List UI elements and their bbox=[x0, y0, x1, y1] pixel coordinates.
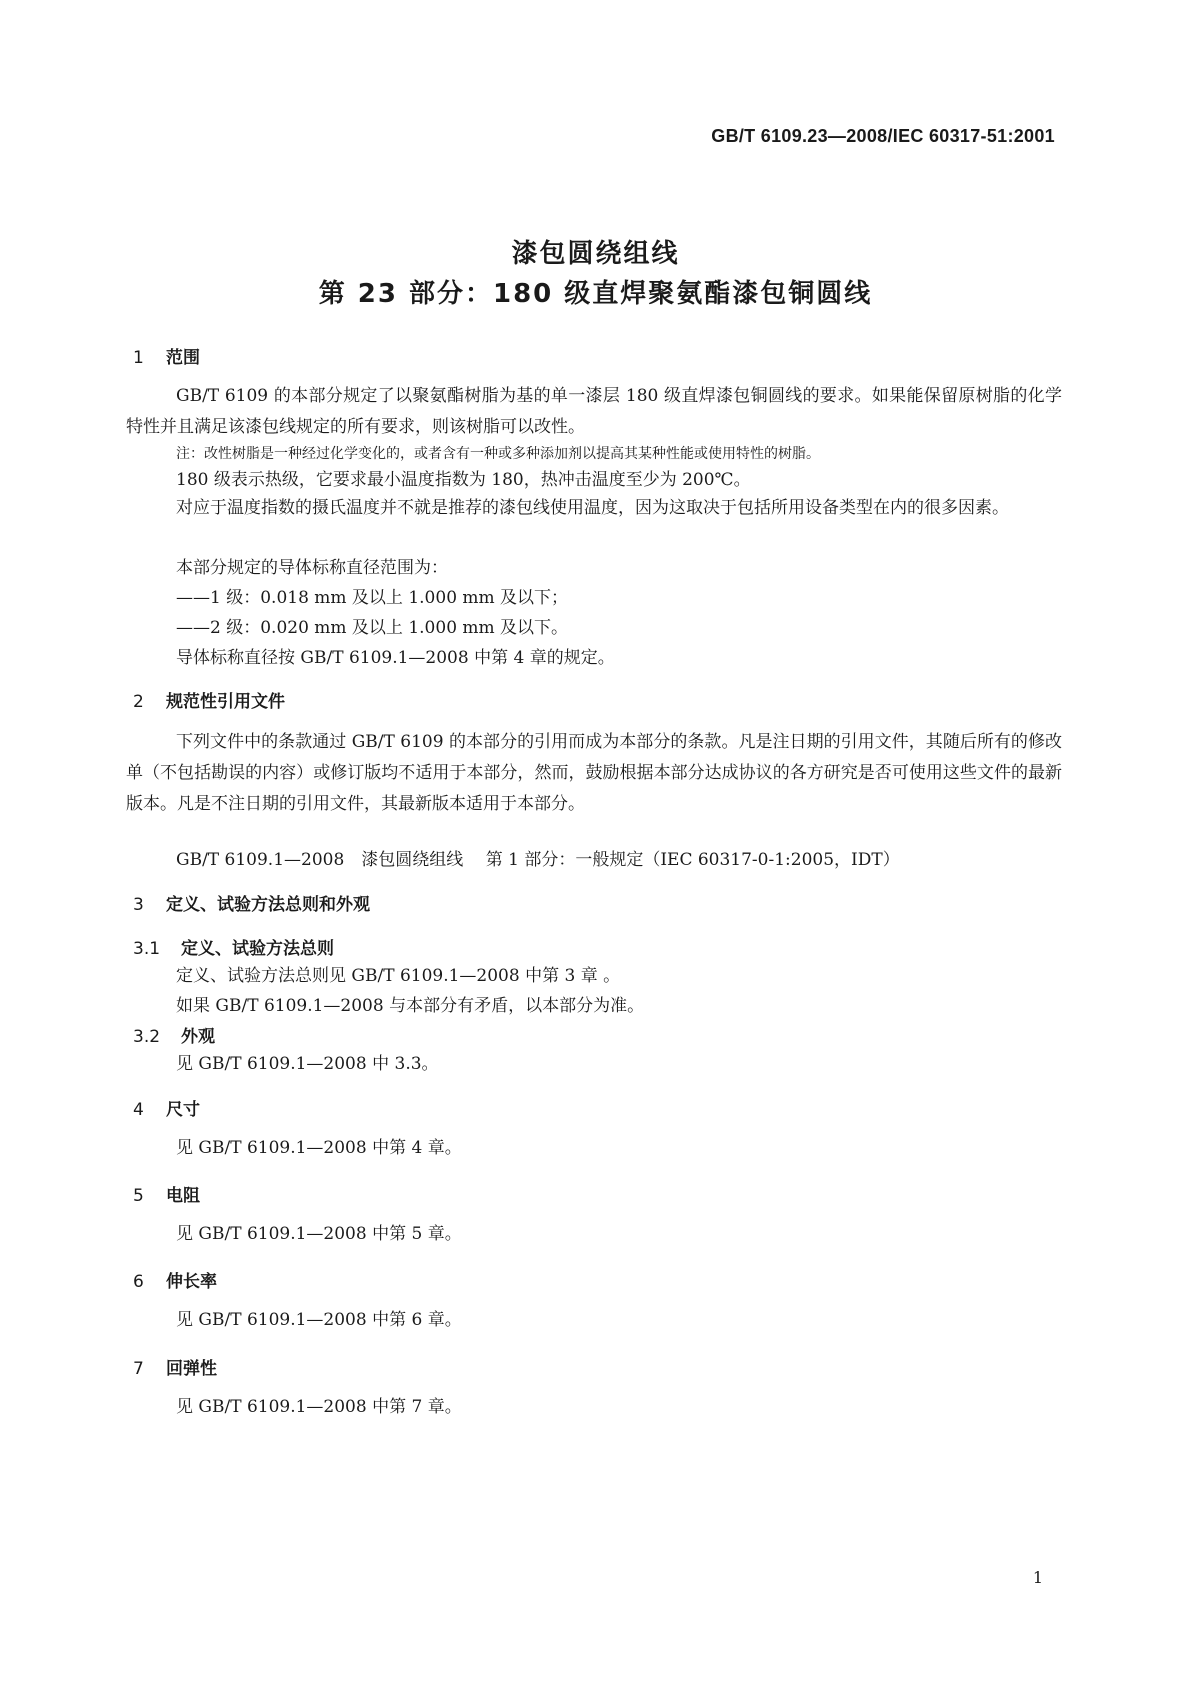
scope-grade-1: ——1 级：0.018 mm 及以上 1.000 mm 及以下； bbox=[176, 588, 569, 608]
scope-thermal-class: 180 级表示热级，它要求最小温度指数为 180，热冲击温度至少为 200℃。 bbox=[176, 470, 751, 490]
document-title: 漆包圆绕组线 bbox=[511, 239, 680, 269]
subsection-title: 外观 bbox=[181, 1027, 215, 1047]
scope-diameter-rule: 导体标称直径按 GB/T 6109.1—2008 中第 4 章的规定。 bbox=[176, 648, 615, 668]
definitions-paragraph-1: 定义、试验方法总则见 GB/T 6109.1—2008 中第 3 章 。 bbox=[176, 966, 621, 986]
references-paragraph: 下列文件中的条款通过 GB/T 6109 的本部分的引用而成为本部分的条款。凡是注日期的引用文件，其随后所有的修改单（不包括勘误的内容）或修订版均不适用于本部分，然而，鼓励根据本部分达成协议的各方研究是否可使用这些文件的最新版本。凡是不注日期的引用文件，其最新版本适用于本部分。 bbox=[126, 732, 1062, 814]
section-heading-definitions bbox=[133, 890, 370, 915]
section-heading-elongation bbox=[133, 1267, 217, 1292]
reference-item: GB/T 6109.1—2008 漆包圆绕组线 第 1 部分：一般规定（IEC 60317-0-1:2005，IDT） bbox=[176, 850, 900, 870]
section-number: 3 bbox=[133, 895, 144, 915]
page-number: 1 bbox=[1032, 1568, 1043, 1587]
subsection-number: 3.2 bbox=[133, 1027, 161, 1047]
section-title: 伸长率 bbox=[166, 1272, 217, 1292]
section-title: 回弹性 bbox=[166, 1359, 217, 1379]
appearance-paragraph: 见 GB/T 6109.1—2008 中 3.3。 bbox=[176, 1054, 439, 1074]
section-title: 尺寸 bbox=[166, 1100, 200, 1120]
subsection-number: 3.1 bbox=[133, 939, 161, 959]
springiness-paragraph: 见 GB/T 6109.1—2008 中第 7 章。 bbox=[176, 1397, 462, 1417]
section-number: 2 bbox=[133, 692, 144, 712]
definitions-paragraph-2: 如果 GB/T 6109.1—2008 与本部分有矛盾，以本部分为准。 bbox=[176, 996, 645, 1016]
section-title: 范围 bbox=[166, 348, 200, 368]
section-heading-resistance bbox=[133, 1181, 200, 1206]
resistance-paragraph: 见 GB/T 6109.1—2008 中第 5 章。 bbox=[176, 1224, 462, 1244]
section-heading-dimensions bbox=[133, 1095, 200, 1120]
section-number: 6 bbox=[133, 1272, 144, 1292]
subsection-heading-appearance bbox=[133, 1022, 215, 1047]
section-number: 5 bbox=[133, 1186, 144, 1206]
document-subtitle: 第 23 部分：180 级直焊聚氨酯漆包铜圆线 bbox=[318, 279, 873, 309]
scope-note: 注：改性树脂是一种经过化学变化的，或者含有一种或多种添加剂以提高其某种性能或使用特性的树脂。 bbox=[176, 446, 820, 462]
scope-diameter-intro: 本部分规定的导体标称直径范围为： bbox=[176, 558, 448, 578]
subsection-title: 定义、试验方法总则 bbox=[181, 939, 334, 959]
subsection-heading-definitions bbox=[133, 934, 334, 959]
section-number: 1 bbox=[133, 348, 144, 368]
scope-grade-2: ——2 级：0.020 mm 及以上 1.000 mm 及以下。 bbox=[176, 618, 569, 638]
section-title: 规范性引用文件 bbox=[166, 692, 285, 712]
elongation-paragraph: 见 GB/T 6109.1—2008 中第 6 章。 bbox=[176, 1310, 462, 1330]
section-number: 4 bbox=[133, 1100, 144, 1120]
scope-temperature-note: 对应于温度指数的摄氏温度并不就是推荐的漆包线使用温度，因为这取决于包括所用设备类型在内的很多因素。 bbox=[176, 498, 1009, 518]
section-heading-scope bbox=[133, 343, 200, 368]
standard-code: GB/T 6109.23—2008/IEC 60317-51:2001 bbox=[711, 126, 1055, 146]
section-number: 7 bbox=[133, 1359, 144, 1379]
scope-paragraph: GB/T 6109 的本部分规定了以聚氨酯树脂为基的单一漆层 180 级直焊漆包铜圆线的要求。如果能保留原树脂的化学特性并且满足该漆包线规定的所有要求，则该树脂可以改性。 bbox=[126, 386, 1062, 437]
section-title: 定义、试验方法总则和外观 bbox=[166, 895, 370, 915]
section-heading-springiness bbox=[133, 1354, 217, 1379]
section-title: 电阻 bbox=[166, 1186, 200, 1206]
section-heading-normative-references bbox=[133, 687, 285, 712]
dimensions-paragraph: 见 GB/T 6109.1—2008 中第 4 章。 bbox=[176, 1138, 462, 1158]
